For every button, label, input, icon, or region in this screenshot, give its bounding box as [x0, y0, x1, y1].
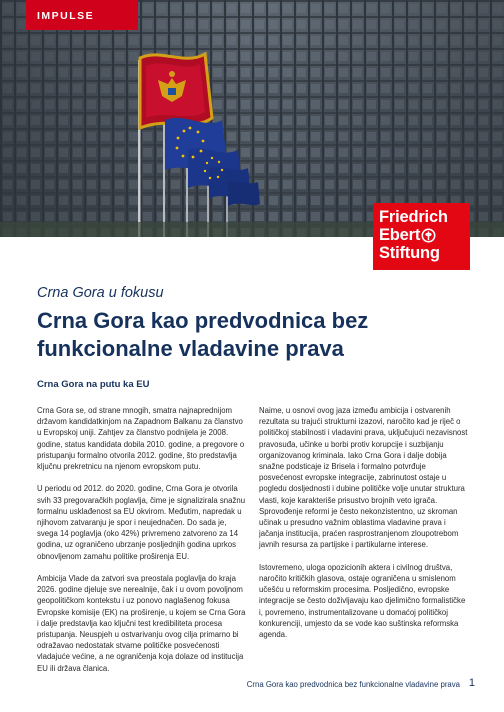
paragraph: Naime, u osnovi ovog jaza između ambicija i ostvarenih rezultata su trajući strukturni izazovi, naročito kad je riječ o političkoj stabilnosti i vladavini prava, uključujući nezavisnost pravosuđa, učinke u borbi protiv korupcije i suzbijanju organizovanog kriminala. Iako Crna Gora i dalje dobija snažne podsticaje iz Brisela i formalno potvrđuje posvećenost evropske integracije, zabrinutost ostaje u pogledu dosljednosti i dubine političke volje unutar struktura vlasti, koje karakteriše prisustvo brojnih veto igrača. Sprovođenje reformi je često nekonzistentno, uz skroman učinak u presudno važnim oblastima vladavine prava i jačanja institucija, praćen rasprostranjenom zloupotrebom javnih resursa za partijske i partikularne interese. [259, 406, 468, 550]
logo-line-3: Stiftung [379, 244, 440, 262]
section-heading: Crna Gora na putu ka EU [37, 379, 150, 390]
fes-logo [373, 203, 470, 270]
hero-photo [0, 0, 504, 237]
page-title: Crna Gora kao predvodnica bez funkcionalne vladavine prava [37, 308, 369, 361]
paragraph: Crna Gora se, od strane mnogih, smatra najnaprednijom državom kandidatkinjom na Zapadnom Balkanu za članstvo u Evropskoj uniji. Zahtjev za članstvo podnijela je 2008. godine, status kandidata dobila 2010. godine, a pregovore o pristupanju formalno otvorila 2012. godine, što predstavlja ključnu prekretnicu na njenom evropskom putu. [37, 406, 245, 472]
kicker: Crna Gora u fokusu [37, 285, 164, 301]
rose-icon [421, 228, 436, 243]
impulse-tag: IMPULSE [26, 0, 138, 30]
running-title: Crna Gora kao predvodnica bez funkcionalne vladavine prava [246, 680, 460, 689]
page-number: 1 [468, 677, 475, 689]
paragraph: U periodu od 2012. do 2020. godine, Crna Gora je otvorila svih 33 pregovaračkih poglavlja, čime je signalizirala snažnu formalnu usklađenost sa EU okvirom. Međutim, napredak u njihovom zatvaranju je spor i neujednačen. Do sada je, svega 14 poglavlja (oko 42%) privremeno zatvoreno za 14 godina, uz ograničeno ubrzanje posljednjih godina uprkos obnovljenom zamahu politike proširenja EU. [37, 484, 246, 561]
logo-line-2: Ebert [379, 226, 421, 244]
right-column [259, 405, 471, 651]
page-footer [0, 678, 504, 698]
flags-building-image [0, 0, 504, 237]
left-column [37, 405, 249, 685]
paragraph: Istovremeno, uloga opozicionih aktera i civilnog društva, naročito kritičkih glasova, ostaje ograničena u smislenom učešću u reformskim procesima. Posljedično, evropske integracije se često doživljavaju kao djelimično formalističke i, povremeno, instrumentalizovane u domaćoj političkoj konkurenciji, umjesto da se vode kao suštinska reformska agenda. [259, 562, 466, 640]
paragraph: Ambicija Vlade da zatvori sva preostala poglavlja do kraja 2026. godine djeluje sve nerealnije, čak i u ovom povoljnom geopolitičkom kontekstu i uz ponovo naglašenog fokusa Evropske komisije (EK) na proširenje, u kojem se Crna Gora i dalje predstavlja kao ključni test kredibiliteta procesa pristupanja. Neuspjeh u ostvarivanju ovog cilja primarno bi odražavao nedostatak stvarne političke posvećenosti vladajuće većine, a ne ograničenja koja dolaze od institucija EU ili država članica. [37, 574, 246, 673]
logo-line-1: Friedrich [379, 208, 448, 226]
